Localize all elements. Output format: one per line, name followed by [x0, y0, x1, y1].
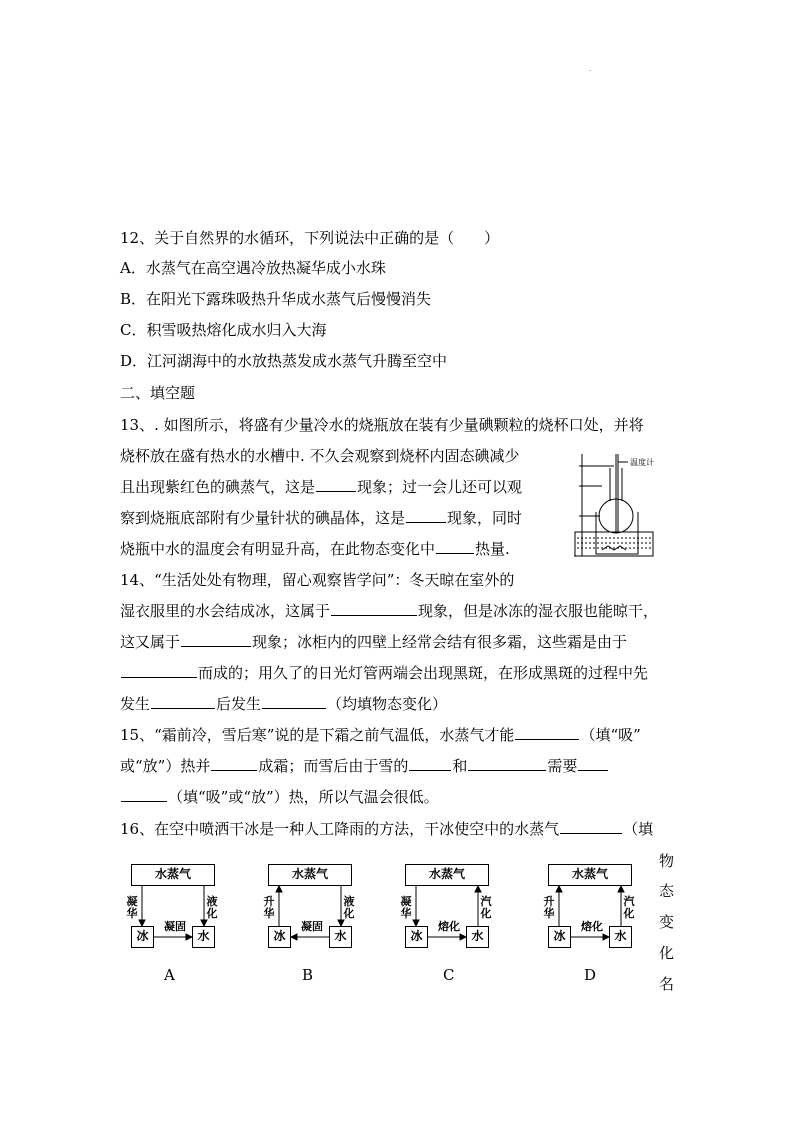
diagram-c[interactable]: [402, 862, 494, 956]
label-right: 液化: [206, 895, 218, 920]
q14-line5: [120, 694, 447, 714]
label-bottom: 熔化: [581, 920, 603, 933]
q16-vertical-char: 化: [659, 944, 675, 962]
option-letter-d[interactable]: D: [584, 966, 597, 984]
answer-blank[interactable]: [316, 477, 356, 492]
q14-line3-text: 这又属于: [120, 633, 181, 651]
label-bottom: 熔化: [438, 920, 460, 933]
q13-line3: [120, 477, 522, 497]
q14-line4: [120, 663, 648, 683]
q14-line3-text2: 现象；冰柜内的四壁上经常会结有很多霜，这些霜是由于: [252, 633, 628, 651]
box-ice: 冰: [548, 926, 571, 948]
answer-blank[interactable]: [515, 725, 579, 740]
q14-line5-text: 发生: [120, 695, 151, 713]
q14-line3: [120, 632, 627, 652]
option-letter-b[interactable]: B: [302, 966, 314, 984]
q12-stem: 12、关于自然界的水循环，下列说法中正确的是（ ）: [120, 229, 500, 247]
q16-vertical-char: 变: [659, 913, 675, 931]
q12-option-c: C．积雪吸热熔化成水归入大海: [120, 321, 327, 339]
label-right: 汽化: [623, 895, 635, 920]
q13-line3-text: 且出现紫红色的碘蒸气，这是: [120, 478, 316, 496]
answer-blank[interactable]: [578, 756, 608, 771]
label-left: 升华: [263, 895, 275, 920]
answer-blank[interactable]: [331, 601, 417, 616]
label-bottom: 凝固: [301, 920, 323, 933]
thermometer-label: 温度计: [630, 458, 654, 467]
answer-blank[interactable]: [468, 756, 546, 771]
corner-dot: .: [589, 66, 591, 73]
box-ice: 冰: [131, 926, 154, 948]
label-left: 凝华: [400, 895, 412, 920]
box-ice: 冰: [405, 926, 428, 948]
q12-option-b: B．在阳光下露珠吸热升华成水蒸气后慢慢消失: [120, 290, 432, 308]
q12-option-d: D．江河湖海中的水放热蒸发成水蒸气升腾至空中: [120, 352, 448, 370]
q15-line2-text2: 成霜；而雪后由于雪的: [258, 757, 409, 775]
diagram-d[interactable]: [545, 862, 637, 956]
q13-line5-text: 烧瓶中水的温度会有明显升高，在此物态变化中: [120, 540, 436, 558]
q15-line2-text: 或“放”）热并: [120, 757, 211, 775]
q13-line4-text: 察到烧瓶底部附有少量针状的碘晶体，这是: [120, 509, 406, 527]
q14-line2: [120, 601, 658, 621]
box-water-vapor: 水蒸气: [268, 864, 352, 886]
q16-line1-text: 16、在空中喷洒干冰是一种人工降雨的方法，干冰使空中的水蒸气: [120, 820, 560, 838]
q13-line1: 13、. 如图所示，将盛有少量冷水的烧瓶放在装有少量碘颗粒的烧杯口处，并将: [120, 416, 644, 434]
q16-line1: [120, 819, 653, 839]
q13-line3-text2: 现象；过一会儿还可以观: [357, 478, 523, 496]
diagram-a[interactable]: [128, 862, 220, 956]
q15-line2-text3: 和: [452, 757, 468, 775]
q15-line2: [120, 756, 609, 776]
q14-line2-text: 湿衣服里的水会结成冰，这属于: [120, 602, 331, 620]
option-letter-a[interactable]: A: [164, 966, 175, 984]
answer-blank[interactable]: [121, 663, 197, 678]
q15-line3-text: （填“吸”或“放”）热，所以气温会很低。: [168, 788, 439, 806]
answer-blank[interactable]: [121, 787, 167, 802]
label-left: 升华: [543, 895, 555, 920]
box-water-vapor: 水蒸气: [405, 864, 489, 886]
q16-vertical-char: 物: [659, 852, 675, 870]
q14-line2-text2: 现象，但是冰冻的湿衣服也能晾干，: [418, 602, 659, 620]
box-water: 水: [466, 926, 489, 948]
q15-line1-text: 15、“霜前冷，雪后寒”说的是下霜之前气温低，水蒸气才能: [120, 726, 515, 744]
label-right: 液化: [343, 895, 355, 920]
answer-blank[interactable]: [409, 756, 451, 771]
box-water: 水: [609, 926, 632, 948]
box-water-vapor: 水蒸气: [548, 864, 632, 886]
q16-line1-text2: （填: [623, 820, 654, 838]
q13-line2: 烧杯放在盛有热水的水槽中. 不久会观察到烧杯内固态碘减少: [120, 447, 520, 465]
answer-blank[interactable]: [560, 819, 622, 834]
iodine-sublimation-apparatus: [572, 446, 658, 562]
q14-line1: 14、“生活处处有物理，留心观察皆学问”：冬天晾在室外的: [120, 571, 515, 589]
diagram-b[interactable]: [265, 862, 357, 956]
q14-line5-text2: 后发生: [216, 695, 262, 713]
q15-line2-text4: 需要: [547, 757, 578, 775]
q13-line4-text2: 现象，同时: [447, 509, 523, 527]
q13-line5-text2: 热量.: [475, 540, 510, 558]
answer-blank[interactable]: [436, 539, 474, 554]
label-left: 凝华: [126, 895, 138, 920]
answer-blank[interactable]: [181, 632, 251, 647]
answer-blank[interactable]: [211, 756, 257, 771]
label-bottom: 凝固: [164, 920, 186, 933]
label-right: 汽化: [480, 895, 492, 920]
option-letter-c[interactable]: C: [443, 966, 455, 984]
q14-line4-text: 而成的；用久了的日光灯管两端会出现黑斑，在形成黑斑的过程中先: [198, 664, 649, 682]
box-water-vapor: 水蒸气: [131, 864, 215, 886]
q12-option-a: A．水蒸气在高空遇冷放热凝华成小水珠: [120, 259, 386, 277]
q16-vertical-char: 态: [659, 882, 675, 900]
q13-line4: [120, 508, 522, 528]
q16-vertical-char: 名: [659, 975, 675, 993]
section-heading: 二、填空题: [120, 384, 196, 402]
box-ice: 冰: [268, 926, 291, 948]
answer-blank[interactable]: [262, 694, 326, 709]
q13-line5: [120, 539, 510, 559]
q15-line1: [120, 725, 641, 745]
answer-blank[interactable]: [151, 694, 215, 709]
q14-line5-text3: （均填物态变化）: [327, 695, 448, 713]
q15-line1-text2: （填“吸”: [580, 726, 641, 744]
answer-blank[interactable]: [406, 508, 446, 523]
box-water: 水: [192, 926, 215, 948]
box-water: 水: [329, 926, 352, 948]
q15-line3: [120, 787, 439, 807]
